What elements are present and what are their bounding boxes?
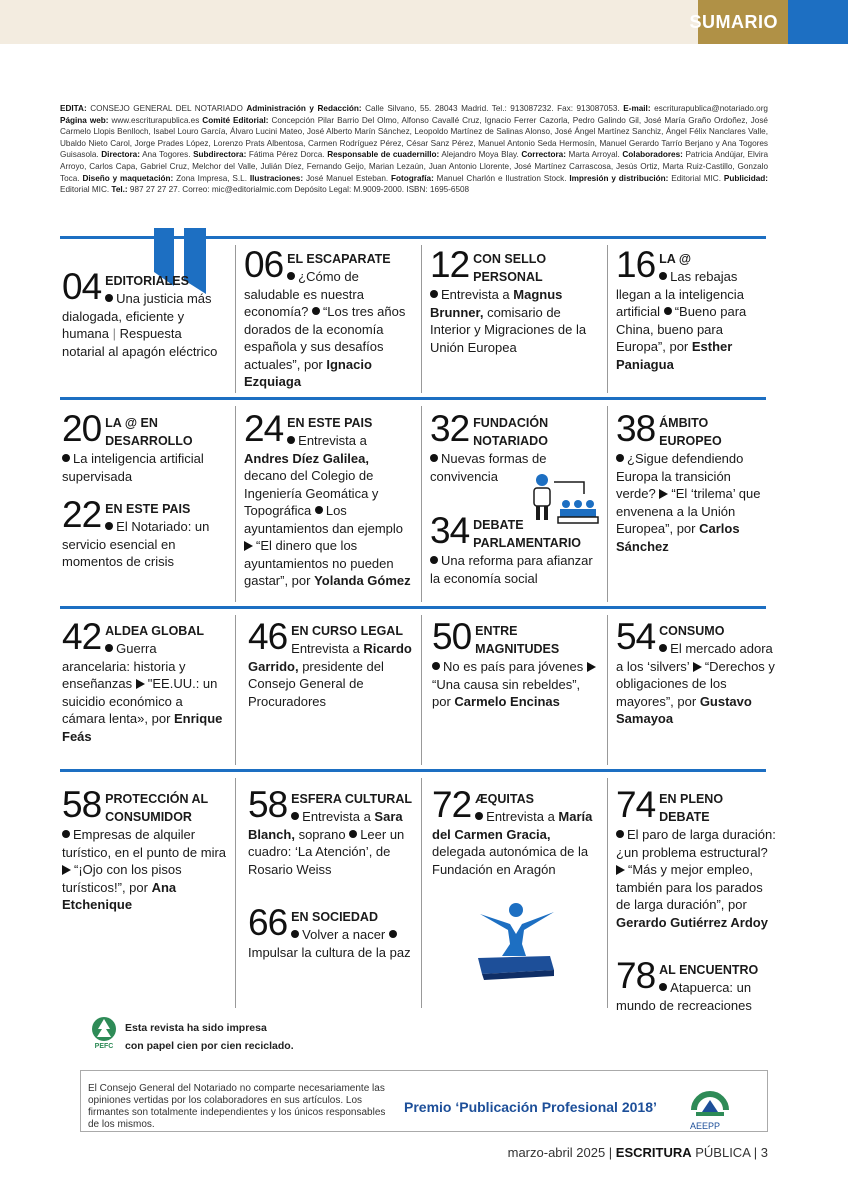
- header-bar: [0, 0, 848, 44]
- section-title: LA @ EN DESARROLLO: [105, 416, 193, 448]
- item-text: ¿Cómo de saludable es nuestra economía?: [244, 269, 364, 319]
- section-title: ÆQUITAS: [475, 792, 534, 806]
- disclaimer-text: El Consejo General del Notariado no comparte necesariamente las opiniones vertidas por los colaboradores en sus artículos. Los firmantes son totalmente independientes y los únicos responsables de los mismos.: [88, 1083, 386, 1130]
- toc-item-46[interactable]: [248, 616, 414, 710]
- credits-label: E-mail:: [623, 104, 651, 113]
- column-divider: [607, 406, 608, 602]
- credits-text: Fátima Pérez Dorca.: [246, 150, 325, 160]
- credits-text: Marta Arroyal.: [565, 150, 623, 160]
- page-number: 42: [62, 616, 102, 657]
- credits-text: Manuel Charlón e Ilustration Stock.: [433, 173, 570, 183]
- page-number: 32: [430, 408, 470, 449]
- section-title: PROTECCIÓN AL CONSUMIDOR: [105, 792, 208, 824]
- arrow-icon: [62, 865, 71, 875]
- page-footer: [508, 1145, 768, 1160]
- item-text: decano del Colegio de Ingeniería Geomática y Topográfica: [244, 468, 379, 518]
- column-divider: [607, 615, 608, 765]
- page-number: 20: [62, 408, 102, 449]
- toc-item-16[interactable]: [616, 244, 772, 373]
- arrow-icon: [693, 662, 702, 672]
- toc-item-78[interactable]: [616, 955, 776, 1014]
- page-number: 78: [616, 955, 656, 996]
- bullet-icon: [659, 644, 667, 652]
- bullet-icon: [616, 830, 624, 838]
- recycled-notice-line: con papel cien por cien reciclado.: [125, 1040, 294, 1052]
- author-name: Esther Paniagua: [616, 339, 733, 372]
- credits-text: Editorial MIC.: [60, 185, 112, 195]
- toc-item-24[interactable]: [244, 408, 414, 590]
- section-title: FUNDACIÓN NOTARIADO: [473, 416, 549, 448]
- arrow-icon: [136, 679, 145, 689]
- footer-separator: |: [750, 1145, 761, 1160]
- column-divider: [235, 778, 236, 1008]
- bullet-icon: [312, 307, 320, 315]
- bullet-icon: [664, 307, 672, 315]
- page-number: 50: [432, 616, 472, 657]
- credits-text: CONSEJO GENERAL DEL NOTARIADO: [86, 104, 247, 113]
- section-rule: [60, 769, 766, 772]
- item-text: "EE.UU.: un suicidio económico a cámara lenta», por: [62, 676, 218, 726]
- arrow-icon: [244, 541, 253, 551]
- item-text: Entrevista a: [486, 809, 559, 824]
- toc-item-22[interactable]: [62, 494, 226, 571]
- section-title: DEBATE PARLAMENTARIO: [473, 518, 582, 550]
- item-text: Guerra arancelaria: historia y enseñanzas: [62, 641, 186, 691]
- bullet-icon: [287, 436, 295, 444]
- section-title: EL ESCAPARATE: [287, 252, 391, 266]
- section-title: EDITORIALES: [105, 274, 189, 288]
- page-number: 06: [244, 244, 284, 285]
- credits-label: Fotografía:: [391, 173, 434, 183]
- author-name: Carlos Sánchez: [616, 521, 740, 554]
- credits-text: Editorial MIC.: [668, 173, 724, 183]
- item-text: Leer un cuadro: ‘La Atención’, de Rosario Weiss: [248, 826, 405, 877]
- separator: |: [108, 326, 120, 341]
- section-title: EN SOCIEDAD: [291, 910, 378, 924]
- bullet-icon: [105, 644, 113, 652]
- page-number: 66: [248, 902, 288, 943]
- section-title: EN ESTE PAIS: [287, 416, 373, 430]
- credits-label: Ilustraciones:: [249, 173, 304, 183]
- footer-separator: |: [605, 1145, 616, 1160]
- credits-text: Alejandro Moya Blay.: [439, 150, 522, 160]
- credits-text: 987 27 27 27. Correo: mic@editorialmic.com Depósito Legal: M.9009-2000. ISBN: 1695-6508: [127, 185, 470, 195]
- item-text: No es país para jóvenes: [443, 659, 584, 674]
- bullet-icon: [291, 930, 299, 938]
- item-text: Respuesta notarial al apagón eléctrico: [62, 326, 218, 359]
- credits-label: Responsable de cuadernillo:: [327, 150, 440, 160]
- section-title: CON SELLO PERSONAL: [473, 252, 547, 284]
- section-rule: [60, 606, 766, 609]
- toc-item-58-consumidor[interactable]: [62, 784, 228, 914]
- item-text: El mercado adora a los ‘silvers’: [616, 641, 773, 674]
- bullet-icon: [287, 272, 295, 280]
- author-name: Enrique Feás: [62, 711, 223, 744]
- toc-item-50[interactable]: [432, 616, 602, 711]
- person-name: María del Carmen Gracia,: [432, 809, 593, 842]
- recycled-notice: [125, 1019, 294, 1055]
- person-name: Andres Díez Galilea,: [244, 450, 369, 466]
- credits-label: Colaboradores:: [622, 150, 683, 160]
- item-text: Volver a nacer: [302, 927, 386, 942]
- bullet-icon: [432, 662, 440, 670]
- toc-item-42[interactable]: [62, 616, 228, 745]
- credits-label: Correctora:: [521, 150, 566, 160]
- toc-item-72[interactable]: [432, 784, 600, 878]
- toc-item-74[interactable]: [616, 784, 776, 931]
- section-title: EN CURSO LEGAL: [291, 624, 403, 638]
- page-number: 22: [62, 494, 102, 535]
- recycled-notice-line: Esta revista ha sido impresa: [125, 1022, 267, 1034]
- bullet-icon: [105, 522, 113, 530]
- item-text: Atapuerca: un mundo de recreaciones: [616, 980, 752, 1013]
- credits-text: Concepción Pilar Barrio Del Olmo, Alfonso Cavallé Cruz, Ignacio Ferrer Cazorla, Pedro Galindo Gil, José María Graño Ordoñez, José Carmelo Llopis Benlloch, Isabel Louro García, Álvaro Lucini Mateo, José Alberto Marín Sánchez, Leopoldo Martínez de Salinas Alonso, José Ángel Martínez Sanchiz, Ángel Félix Nanclares Valle, Ubaldo Nieto Carol, Jorge Prades López, Lorenzo Prats Albentosa, Carmen Rodríguez Pérez, César Sanz Pérez, Manuel Antonio Seda Hermosín, Manuel Gerardo Tarrío Berjano y Ana Togores Guisasola.: [60, 115, 768, 160]
- arrow-icon: [616, 865, 625, 875]
- column-divider: [421, 778, 422, 1008]
- credits-label: Comité Editorial:: [202, 115, 269, 125]
- bullet-icon: [430, 290, 438, 298]
- section-title: ENTRE MAGNITUDES: [475, 624, 560, 656]
- reading-person-icon: [466, 900, 566, 980]
- toc-item-54[interactable]: [616, 616, 780, 728]
- toc-item-06[interactable]: [244, 244, 412, 391]
- bullet-icon: [475, 812, 483, 820]
- bullet-icon: [430, 454, 438, 462]
- page-number: 38: [616, 408, 656, 449]
- item-text: Entrevista a: [441, 287, 514, 302]
- item-text: soprano: [294, 826, 346, 842]
- section-rule: [60, 397, 766, 400]
- credits-label: EDITA:: [60, 104, 87, 113]
- bullet-icon: [430, 556, 438, 564]
- bullet-icon: [315, 506, 323, 514]
- pefc-logo-text: PEFC: [94, 1043, 114, 1050]
- page-number: 46: [248, 616, 288, 657]
- toc-item-34[interactable]: [430, 510, 602, 587]
- column-divider: [235, 615, 236, 765]
- bullet-icon: [62, 830, 70, 838]
- arrow-icon: [587, 662, 596, 672]
- bullet-icon: [389, 930, 397, 938]
- item-text: “Una causa sin rebeldes”, por: [432, 676, 581, 709]
- credits-text: Calle Silvano, 55. 28043 Madrid. Tel.: 913087232. Fax: 913087053.: [361, 104, 624, 113]
- credits-label: Administración y Redacción:: [246, 104, 362, 113]
- credits-label: Directora:: [101, 150, 140, 160]
- item-text: El paro de larga duración: ¿un problema estructural?: [616, 827, 776, 860]
- person-name: Ricardo Garrido,: [248, 641, 412, 674]
- aeepp-logo-icon: [688, 1082, 732, 1126]
- section-title: ALDEA GLOBAL: [105, 624, 204, 638]
- column-divider: [421, 245, 422, 393]
- item-text: El Notariado: un servicio esencial en momentos de crisis: [62, 519, 210, 569]
- bullet-icon: [291, 812, 299, 820]
- bullet-icon: [349, 830, 357, 838]
- author-name: Carmelo Encinas: [454, 694, 560, 709]
- item-text: Una reforma para afianzar la economía social: [430, 553, 593, 586]
- item-text: Una justicia más dialogada, eficiente y humana: [62, 291, 212, 341]
- item-text: Entrevista a: [291, 641, 364, 656]
- toc-item-58-cultural[interactable]: [248, 784, 414, 878]
- section-title: AL ENCUENTRO: [659, 963, 759, 977]
- item-text: Nuevas formas de convivencia: [430, 451, 547, 484]
- page-number: 34: [430, 510, 470, 551]
- bullet-icon: [659, 272, 667, 280]
- item-text: Impulsar la cultura de la paz: [248, 944, 411, 960]
- credits-label: Impresión y distribución:: [569, 173, 669, 183]
- author-name: Yolanda Gómez: [314, 573, 411, 588]
- column-divider: [235, 406, 236, 602]
- page-title: SUMARIO: [689, 12, 778, 32]
- magazine-name-bold: ESCRITURA: [615, 1145, 692, 1160]
- award-title: Premio ‘Publicación Profesional 2018’: [404, 1099, 657, 1115]
- credits-text: Patricia Andújar, Elvira Arroyo, Carlos Capa, Gabriel Cruz, Melchor del Valle, Julián Díez, Fernando Geijo, Marian Lezaún, Juan Antonio Llorente, José Martínez Carrascosa, Jesús Ortiz, Marta Ruiz-Castillo, Gonzalo Toca.: [60, 150, 768, 183]
- toc-item-38[interactable]: [616, 408, 772, 555]
- item-text: “El dinero que los ayuntamientos no pueden gastar”, por: [244, 538, 394, 588]
- person-name: Magnus Brunner,: [430, 287, 563, 320]
- section-title: EN PLENO DEBATE: [659, 792, 724, 824]
- column-divider: [421, 406, 422, 602]
- header-light-band: [0, 0, 698, 44]
- item-text: Las rebajas llegan a la inteligencia artificial: [616, 269, 744, 319]
- toc-item-04[interactable]: [62, 266, 224, 360]
- credits-text: Zona Impresa, S.L.: [173, 173, 250, 183]
- toc-item-66[interactable]: [248, 902, 414, 961]
- item-text: “Los tres años dorados de la economía española y sus desafíos actuales”, por: [244, 304, 406, 372]
- credits-email[interactable]: escriturapublica@notariado.org: [650, 104, 768, 113]
- page-number: 04: [62, 266, 102, 307]
- item-text: “El ‘trilema’ que envenena a la Unión Europea”, por: [616, 486, 761, 536]
- page-number-footer: 3: [760, 1145, 768, 1160]
- credits-text: José Manuel Esteban.: [303, 173, 392, 183]
- item-text: comisario de Interior y Migraciones de la Unión Europea: [430, 304, 587, 355]
- author-name: Gerardo Gutiérrez Ardoy: [616, 914, 768, 930]
- credits-website[interactable]: www.escriturapublica.es: [108, 115, 203, 125]
- bullet-icon: [659, 983, 667, 991]
- item-text: “Derechos y obligaciones de los mayores”, por: [616, 658, 775, 709]
- item-text: Entrevista a: [302, 809, 375, 824]
- section-title: CONSUMO: [659, 624, 725, 638]
- page-number: 12: [430, 244, 470, 285]
- issue-date: marzo-abril 2025: [507, 1145, 606, 1160]
- item-text: “Bueno para China, bueno para Europa”, por: [616, 304, 747, 354]
- person-name: Sara Blanch,: [248, 809, 403, 842]
- page-number: 72: [432, 784, 472, 825]
- credits-label: Página web:: [60, 115, 109, 125]
- header-blue-band: [788, 0, 848, 44]
- column-divider: [421, 615, 422, 765]
- author-name: Ana Etchenique: [62, 879, 177, 912]
- page-number: 54: [616, 616, 656, 657]
- column-divider: [235, 245, 236, 393]
- page-number: 74: [616, 784, 656, 825]
- page-number: 58: [248, 784, 288, 825]
- page-number: 58: [62, 784, 102, 825]
- bullet-icon: [105, 294, 113, 302]
- credits-block: [60, 103, 768, 196]
- credits-label: Subdirectora:: [193, 150, 247, 160]
- column-divider: [607, 245, 608, 393]
- bullet-icon: [616, 454, 624, 462]
- credits-label: Publicidad:: [723, 173, 768, 183]
- section-title: ÁMBITO EUROPEO: [659, 416, 722, 448]
- item-text: ¿Sigue defendiendo Europa la transición verde?: [616, 451, 744, 501]
- author-name: Gustavo Samayoa: [616, 693, 752, 726]
- credits-label: Tel.:: [111, 185, 128, 195]
- aeepp-label: AEEPP: [690, 1121, 721, 1131]
- page-number: 24: [244, 408, 284, 449]
- bullet-icon: [62, 454, 70, 462]
- column-divider: [607, 778, 608, 1008]
- pefc-logo-icon: [88, 1015, 120, 1053]
- toc-item-12[interactable]: [430, 244, 600, 356]
- toc-item-20[interactable]: [62, 408, 226, 485]
- item-text: delegada autonómica de la Fundación en Aragón: [432, 844, 589, 877]
- item-text: presidente del Consejo General de Procuradores: [248, 658, 384, 709]
- page-number: 16: [616, 244, 656, 285]
- item-text: Los ayuntamientos dan ejemplo: [244, 503, 403, 536]
- author-name: Ignacio Ezquiaga: [244, 356, 372, 389]
- item-text: Empresas de alquiler turístico, en el punto de mira: [62, 827, 227, 860]
- item-text: La inteligencia artificial supervisada: [62, 451, 204, 484]
- arrow-icon: [659, 489, 668, 499]
- item-text: “Más y mejor empleo, también para los parados de larga duración”, por: [616, 862, 763, 912]
- section-title: LA @: [659, 252, 692, 266]
- item-text: Entrevista a: [298, 433, 367, 448]
- magazine-name: PÚBLICA: [691, 1145, 751, 1160]
- section-title: EN ESTE PAIS: [105, 502, 191, 516]
- credits-label: Diseño y maquetación:: [82, 173, 174, 183]
- credits-text: Ana Togores.: [139, 150, 194, 160]
- item-text: “¡Ojo con los pisos turísticos!”, por: [62, 862, 182, 895]
- section-title: ESFERA CULTURAL: [291, 792, 412, 806]
